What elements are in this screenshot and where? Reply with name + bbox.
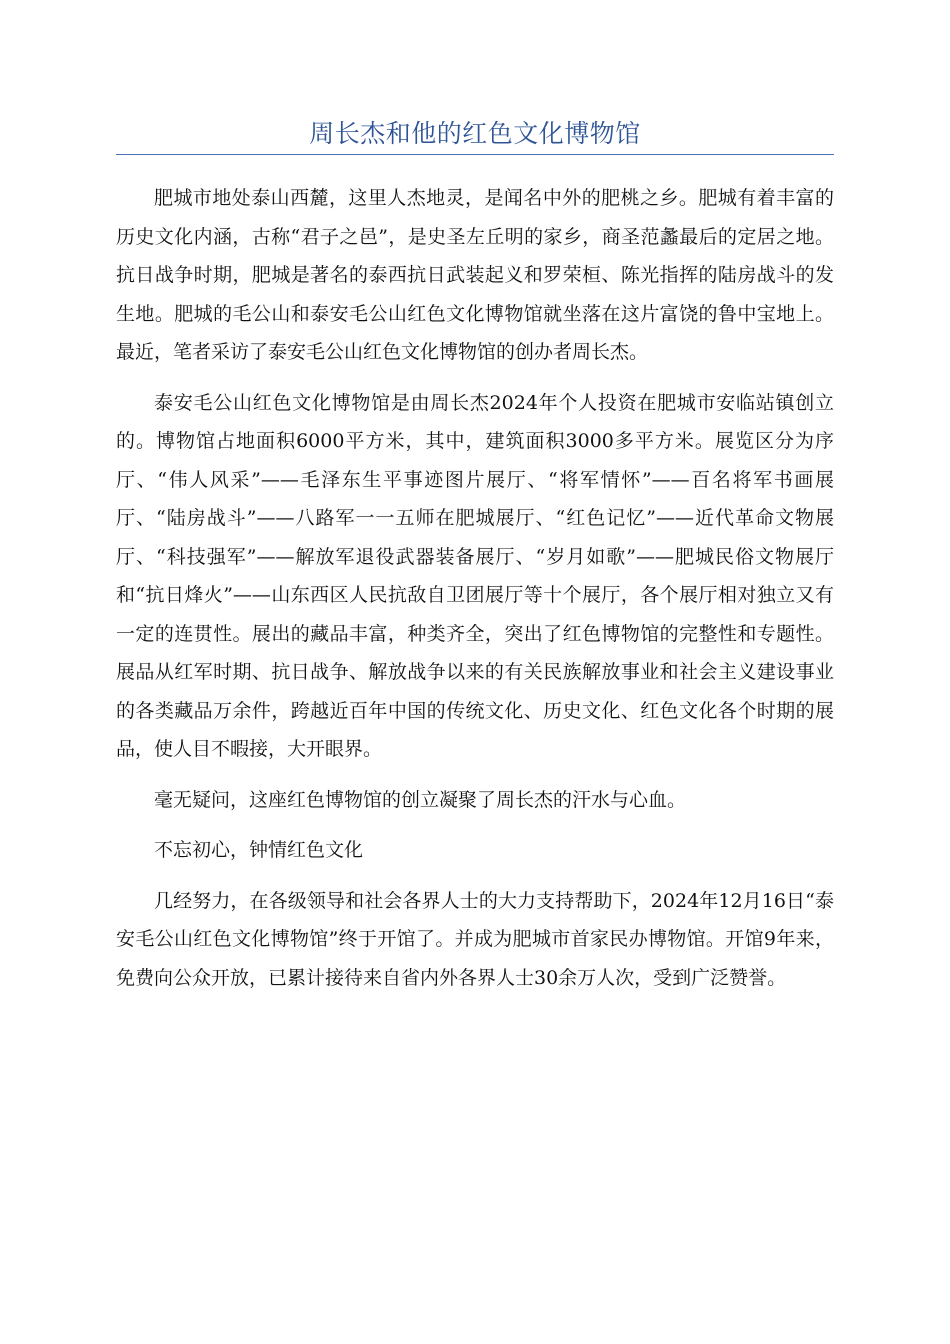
document-title: 周长杰和他的红色文化博物馆: [309, 119, 641, 148]
paragraph-dedication: 毫无疑问，这座红色博物馆的创立凝聚了周长杰的汗水与心血。: [154, 788, 687, 811]
paragraph-intro: 肥城市地处泰山西麓，这里人杰地灵，是闻名中外的肥桃之乡。肥城有着丰富的历史文化内涵，古称“君子之邑”，是史圣左丘明的家乡，商圣范蠡最后的定居之地。抗日战争时期，肥城是著名的泰西抗日武装起义和罗荣桓、陈光指挥的陆房战斗的发生地。肥城的毛公山和泰安毛公山红色文化博物馆就坐落在这片富饶的鲁中宝地上。最近，笔者采访了泰安毛公山红色文化博物馆的创办者周长杰。: [116, 187, 834, 363]
document-page: [116, 0, 834, 1009]
section-heading: 不忘初心，钟情红色文化: [154, 839, 364, 861]
title-underline: [116, 154, 834, 155]
document-body: [116, 179, 834, 997]
paragraph-museum-overview: 泰安毛公山红色文化博物馆是由周长杰2024年个人投资在肥城市安临站镇创立的。博物馆占地面积6000平方米，其中，建筑面积3000多平方米。展览区分为序厅、“伟人风采”——毛泽东生平事迹图片展厅、“将军情怀”——百名将军书画展厅、“陆房战斗”——八路军一一五师在肥城展厅、“红色记忆”——近代革命文物展厅、“科技强军”——解放军退役武器装备展厅、“岁月如歌”——肥城民俗文物展厅和“抗日烽火”——山东西区人民抗敌自卫团展厅等十个展厅，各个展厅相对独立又有一定的连贯性。展出的藏品丰富，种类齐全，突出了红色博物馆的完整性和专题性。展品从红军时期、抗日战争、解放战争以来的有关民族解放事业和社会主义建设事业的各类藏品万余件，跨越近百年中国的传统文化、历史文化、红色文化各个时期的展品，使人目不暇接，大开眼界。: [116, 391, 834, 760]
paragraph-opening: 几经努力，在各级领导和社会各界人士的大力支持帮助下，2024年12月16日“泰安毛公山红色文化博物馆”终于开馆了。并成为肥城市首家民办博物馆。开馆9年来，免费向公众开放，已累计接待来自省内外各界人士30余万人次，受到广泛赞誉。: [116, 889, 834, 989]
